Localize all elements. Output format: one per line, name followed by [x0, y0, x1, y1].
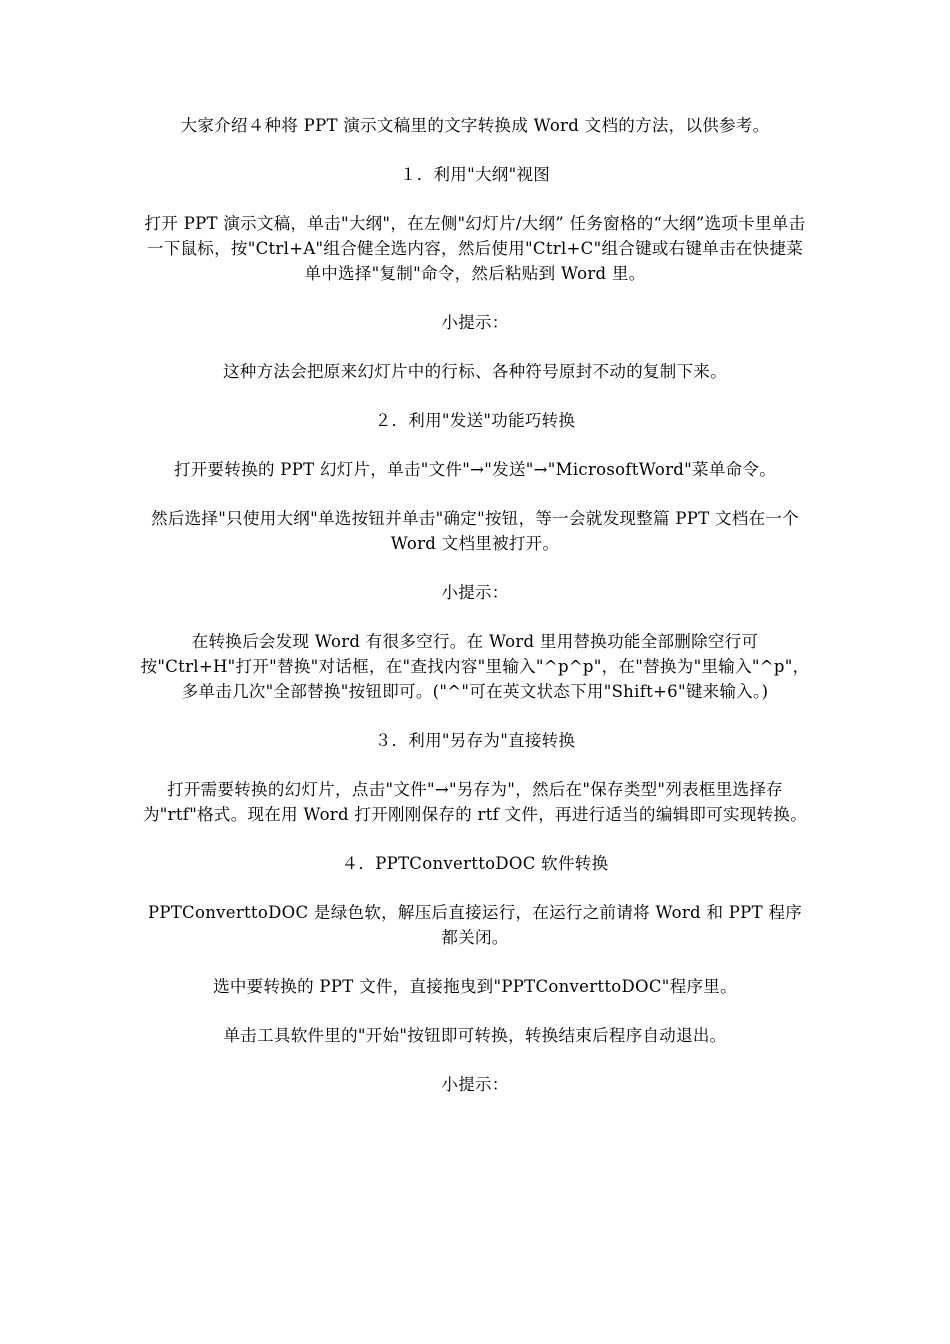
tip-1-body: 这种方法会把原来幻灯片中的行标、各种符号原封不动的复制下来。: [223, 362, 727, 381]
tip-heading-2: 小提示：: [441, 583, 509, 602]
section-4-body-2: 选中要转换的 PPT 文件，直接拖曳到"PPTConverttoDOC"程序里。: [213, 977, 737, 996]
section-heading-3: ３．利用"另存为"直接转换: [374, 731, 576, 750]
section-2-body-1: 打开要转换的 PPT 幻灯片，单击"文件"→"发送"→"MicrosoftWord"菜单命令。: [173, 460, 777, 479]
tip-heading-3: 小提示：: [441, 1075, 509, 1094]
intro-paragraph: 大家介绍４种将 PPT 演示文稿里的文字转换成 Word 文档的方法，以供参考。: [180, 116, 770, 135]
section-3-body: 打开需要转换的幻灯片，点击"文件"→"另存为"，然后在"保存类型"列表框里选择存为"rtf"格式。现在用 Word 打开刚刚保存的 rtf 文件，再进行适当的编辑即可实现转换。: [142, 780, 808, 824]
tip-heading-1: 小提示：: [441, 313, 509, 332]
section-heading-4: ４．PPTConverttoDOC 软件转换: [341, 854, 609, 873]
section-1-body: 打开 PPT 演示文稿，单击"大纲"，在左侧"幻灯片/大纲” 任务窗格的“大纲”选项卡里单击一下鼠标，按"Ctrl+A"组合健全选内容，然后使用"Ctrl+C"组合键或右键单击在快捷菜单中选择"复制"命令，然后粘贴到 Word 里。: [144, 214, 806, 283]
tip-2-body: 在转换后会发现 Word 有很多空行。在 Word 里用替换功能全部删除空行可按"Ctrl+H"打开"替换"对话框，在"查找内容"里输入"^p^p"，在"替换为"里输入"^p"，多单击几次"全部替换"按钮即可。("^"可在英文状态下用"Shift+6"键来输入。): [140, 632, 810, 701]
section-heading-2: ２．利用"发送"功能巧转换: [374, 411, 576, 430]
section-heading-1: １．利用"大纲"视图: [399, 165, 551, 184]
section-2-body-2: 然后选择"只使用大纲"单选按钮并单击"确定"按钮，等一会就发现整篇 PPT 文档在一个 Word 文档里被打开。: [151, 509, 799, 553]
document-page: [140, 113, 810, 1097]
section-4-body-3: 单击工具软件里的"开始"按钮即可转换，转换结束后程序自动退出。: [223, 1026, 727, 1045]
section-4-body-1: PPTConverttoDOC 是绿色软，解压后直接运行，在运行之前请将 Word 和 PPT 程序都关闭。: [147, 903, 803, 947]
